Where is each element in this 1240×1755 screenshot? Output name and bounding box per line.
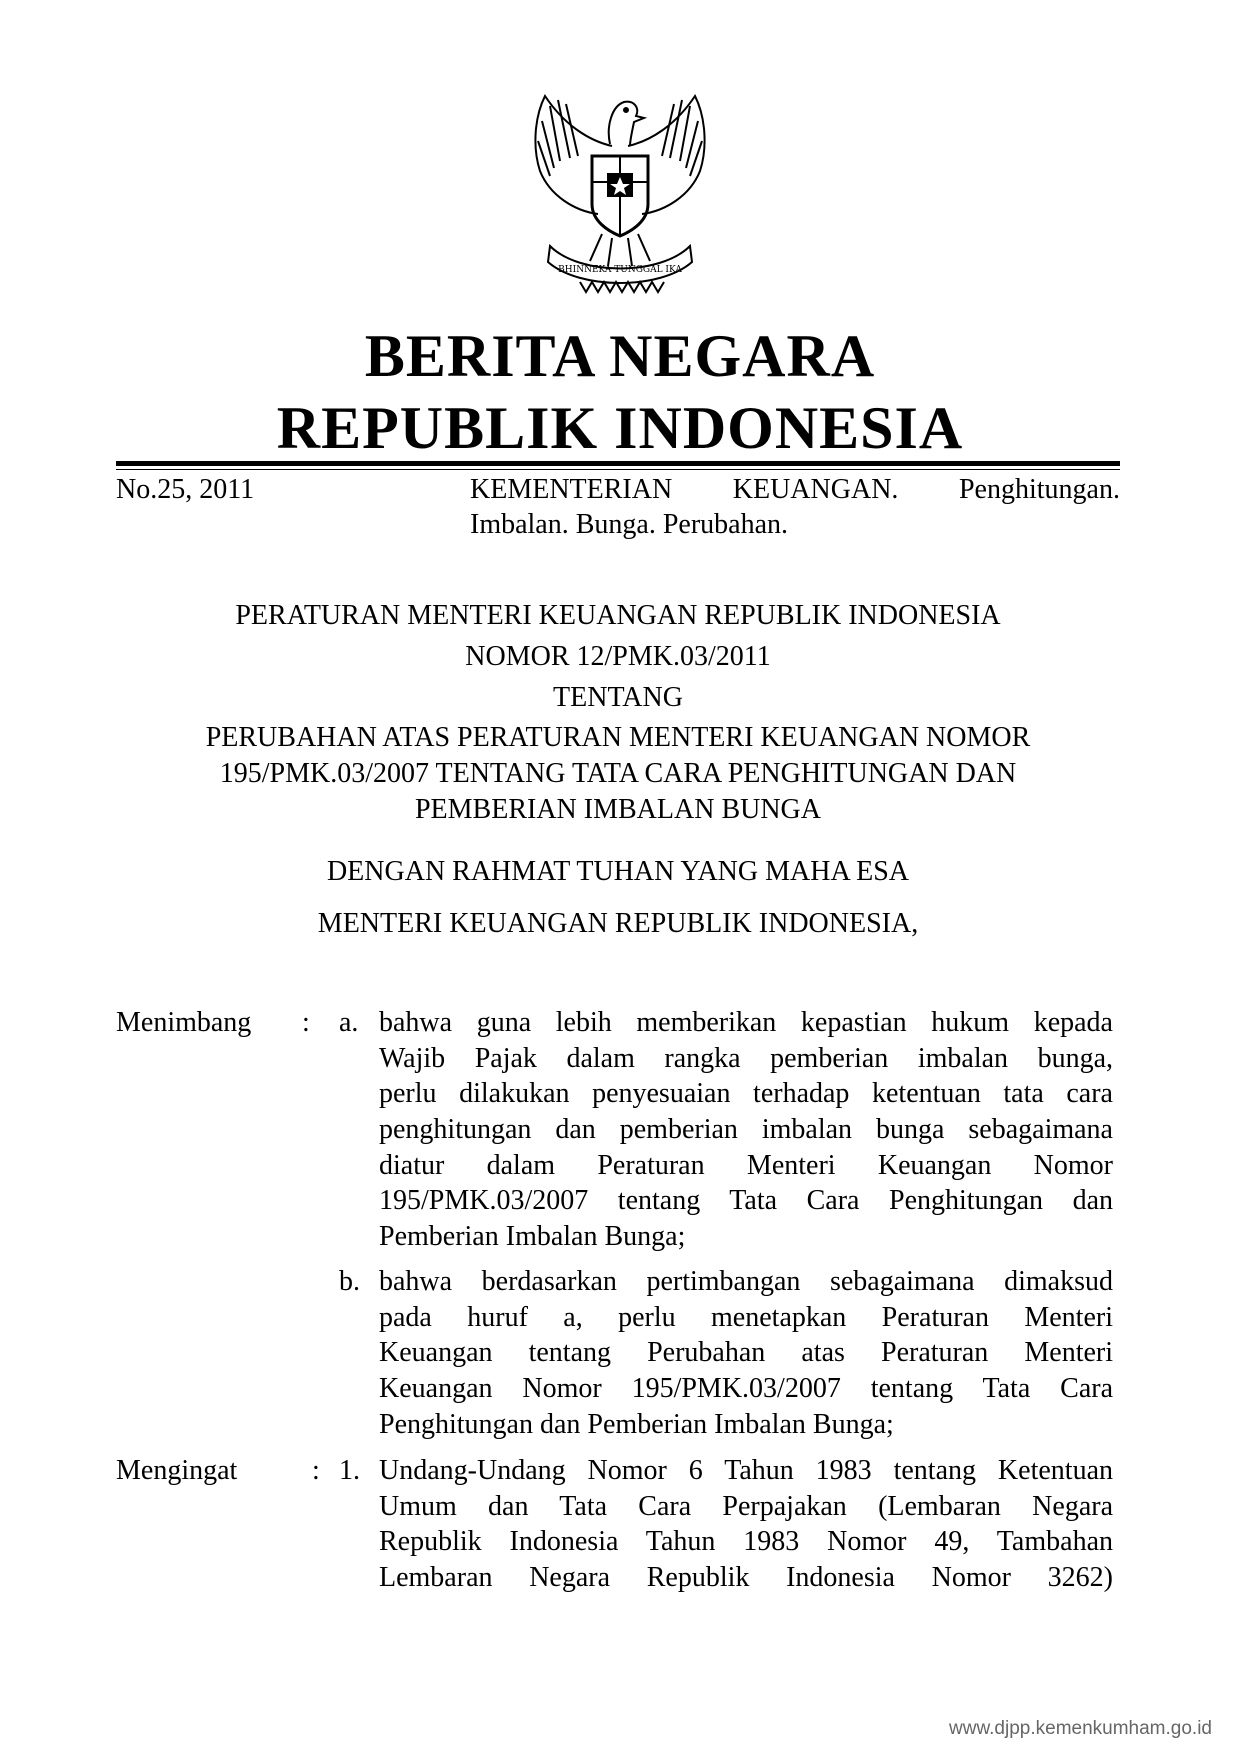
regulation-title: PERATURAN MENTERI KEUANGAN REPUBLIK INDONESIA: [235, 600, 1001, 631]
svg-text:BHINNEKA TUNGGAL IKA: BHINNEKA TUNGGAL IKA: [558, 265, 682, 275]
masthead-divider-thin: [116, 469, 1120, 470]
text-line: Umum dan Tata Cara Perpajakan (Lembaran Negara: [379, 1490, 1113, 1522]
menimbang-colon: :: [302, 1007, 310, 1038]
text-line: Undang-Undang Nomor 6 Tahun 1983 tentang Ketentuan: [379, 1455, 1113, 1486]
subject-word: Penghitungan.: [958, 474, 1120, 505]
masthead-divider-thick: [116, 461, 1120, 466]
mengingat-colon: :: [312, 1455, 320, 1486]
issue-subject-line2: Imbalan. Bunga. Perubahan.: [470, 509, 789, 540]
regulation-subject-line: PERUBAHAN ATAS PERATURAN MENTERI KEUANGAN NOMOR: [205, 722, 1031, 753]
text-line: Keuangan Nomor 195/PMK.03/2007 tentang Tata Cara: [379, 1373, 1113, 1405]
menimbang-item-b: [379, 1264, 1113, 1442]
text-line: Keuangan tentang Perubahan atas Peraturan Menteri: [379, 1337, 1113, 1369]
regulation-tentang: TENTANG: [553, 682, 683, 713]
menimbang-label: Menimbang: [116, 1007, 252, 1038]
masthead-subtitle: REPUBLIK INDONESIA: [276, 395, 964, 461]
regulation-number: NOMOR 12/PMK.03/2011: [465, 641, 771, 672]
issue-subject-line1: [470, 472, 1120, 507]
garuda-emblem-icon: [520, 86, 720, 296]
menimbang-item-a: [379, 1005, 1113, 1255]
regulation-subject-line: 195/PMK.03/2007 TENTANG TATA CARA PENGHITUNGAN DAN: [219, 758, 1017, 789]
mengingat-item-1: [379, 1453, 1113, 1596]
preamble-line: MENTERI KEUANGAN REPUBLIK INDONESIA,: [317, 908, 919, 939]
text-line: perlu dilakukan penyesuaian terhadap ketentuan tata cara: [379, 1078, 1113, 1110]
text-line: Penghitungan dan Pemberian Imbalan Bunga;: [379, 1408, 894, 1440]
source-watermark: www.djpp.kemenkumham.go.id: [949, 1718, 1212, 1739]
item-marker: 1.: [339, 1455, 360, 1486]
text-line: penghitungan dan pemberian imbalan bunga sebagaimana: [379, 1114, 1113, 1146]
text-line: Pemberian Imbalan Bunga;: [379, 1221, 686, 1253]
text-line: diatur dalam Peraturan Menteri Keuangan Nomor: [379, 1149, 1113, 1181]
issue-number: No.25, 2011: [116, 474, 255, 505]
text-line: bahwa berdasarkan pertimbangan sebagaimana dimaksud: [379, 1266, 1113, 1297]
text-line: Lembaran Negara Republik Indonesia Nomor 3262): [379, 1562, 1113, 1594]
text-line: Wajib Pajak dalam rangka pemberian imbalan bunga,: [379, 1042, 1113, 1074]
mengingat-label: Mengingat: [116, 1455, 238, 1486]
text-line: Republik Indonesia Tahun 1983 Nomor 49, Tambahan: [379, 1526, 1113, 1558]
text-line: pada huruf a, perlu menetapkan Peraturan Menteri: [379, 1301, 1113, 1333]
item-marker: b.: [339, 1266, 360, 1297]
item-marker: a.: [339, 1007, 359, 1038]
regulation-subject-line: PEMBERIAN IMBALAN BUNGA: [414, 794, 821, 825]
text-line: 195/PMK.03/2007 tentang Tata Cara Penghitungan dan: [379, 1185, 1113, 1217]
masthead-title: BERITA NEGARA: [364, 323, 876, 389]
text-line: bahwa guna lebih memberikan kepastian hukum kepada: [379, 1007, 1113, 1038]
preamble-line: DENGAN RAHMAT TUHAN YANG MAHA ESA: [326, 856, 910, 887]
subject-word: KEMENTERIAN: [470, 474, 673, 505]
subject-word: KEUANGAN.: [732, 474, 899, 505]
